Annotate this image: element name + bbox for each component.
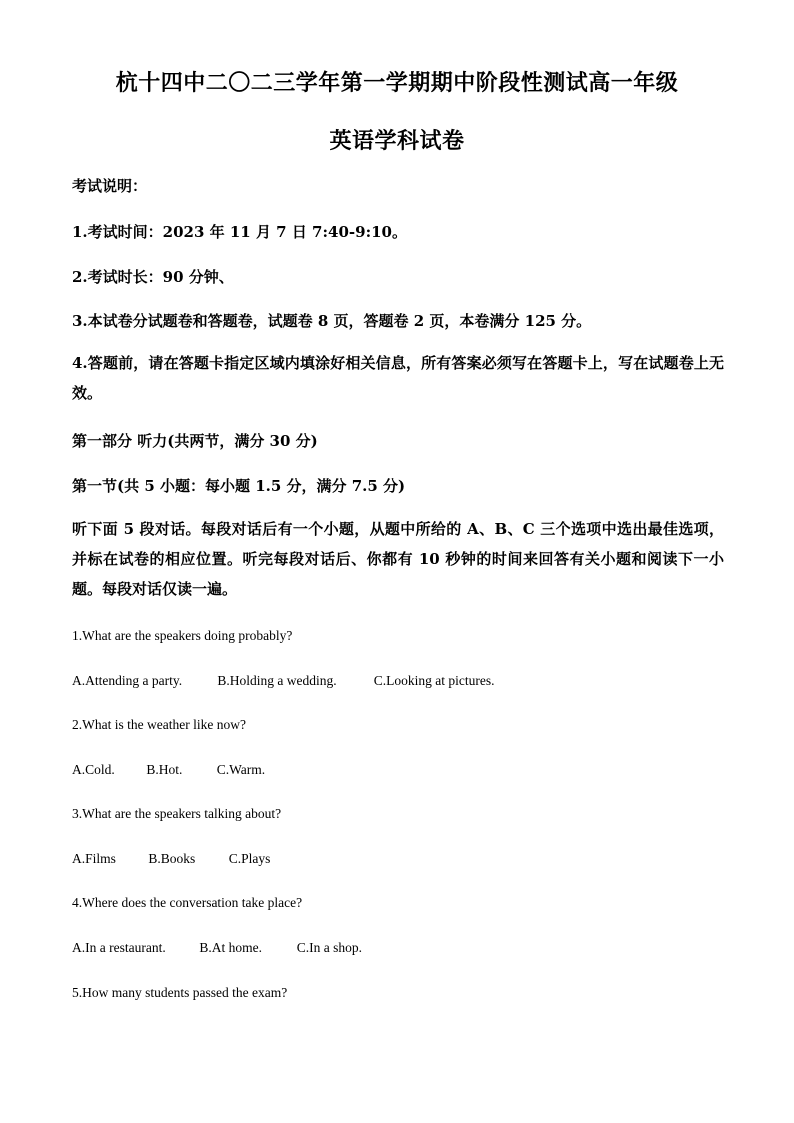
question-3-option-b: B.Books bbox=[148, 851, 196, 866]
exam-title: 杭十四中二〇二三学年第一学期期中阶段性测试高一年级 bbox=[115, 70, 679, 96]
exam-subtitle: 英语学科试卷 bbox=[329, 128, 465, 154]
question-3-stem: 3.What are the speakers talking about? bbox=[72, 806, 282, 821]
question-2-option-a: A.Cold. bbox=[72, 762, 115, 777]
question-1-option-c: C.Looking at pictures. bbox=[373, 673, 495, 688]
question-4-option-a: A.In a restaurant. bbox=[72, 940, 166, 955]
question-1-options bbox=[72, 672, 494, 690]
question-4-option-b: B.At home. bbox=[199, 940, 262, 955]
listening-directions: 听下面 5 段对话。每段对话后有一个小题，从题中所给的 A、B、C 三个选项中选出最佳选项，并标在试卷的相应位置。听完每段对话后、你都有 10 秒钟的时间来回答有关小题和阅读下一小题。每段对话仅读一遍。 bbox=[72, 520, 724, 598]
question-2-stem: 2.What is the weather like now? bbox=[72, 717, 246, 732]
instruction-item-2: 2.考试时长：90 分钟、 bbox=[72, 268, 234, 286]
question-3-option-a: A.Films bbox=[72, 851, 116, 866]
question-2-option-b: B.Hot. bbox=[146, 762, 183, 777]
question-2-option-c: C.Warm. bbox=[216, 762, 266, 777]
section1-heading: 第一节(共 5 小题：每小题 1.5 分，满分 7.5 分) bbox=[72, 477, 406, 495]
question-5-stem: 5.How many students passed the exam? bbox=[72, 985, 288, 1000]
instruction-item-1: 1.考试时间：2023 年 11 月 7 日 7:40-9:10。 bbox=[72, 223, 407, 241]
instruction-item-4: 4.答题前，请在答题卡指定区域内填涂好相关信息，所有答案必须写在答题卡上，写在试题卷上无效。 bbox=[72, 354, 724, 402]
question-4-stem: 4.Where does the conversation take place? bbox=[72, 895, 303, 910]
instruction-item-3: 3.本试卷分试题卷和答题卷，试题卷 8 页，答题卷 2 页，本卷满分 125 分。 bbox=[72, 312, 592, 330]
instructions-heading: 考试说明： bbox=[72, 177, 148, 195]
question-2-options bbox=[72, 761, 265, 779]
question-1-stem: 1.What are the speakers doing probably? bbox=[72, 628, 293, 643]
question-4-options bbox=[72, 939, 362, 957]
question-3-option-c: C.Plays bbox=[228, 851, 271, 866]
question-3-options bbox=[72, 850, 270, 868]
part1-heading: 第一部分 听力(共两节，满分 30 分) bbox=[72, 432, 318, 450]
question-1-option-a: A.Attending a party. bbox=[72, 673, 183, 688]
question-4-option-c: C.In a shop. bbox=[296, 940, 362, 955]
question-1-option-b: B.Holding a wedding. bbox=[217, 673, 337, 688]
